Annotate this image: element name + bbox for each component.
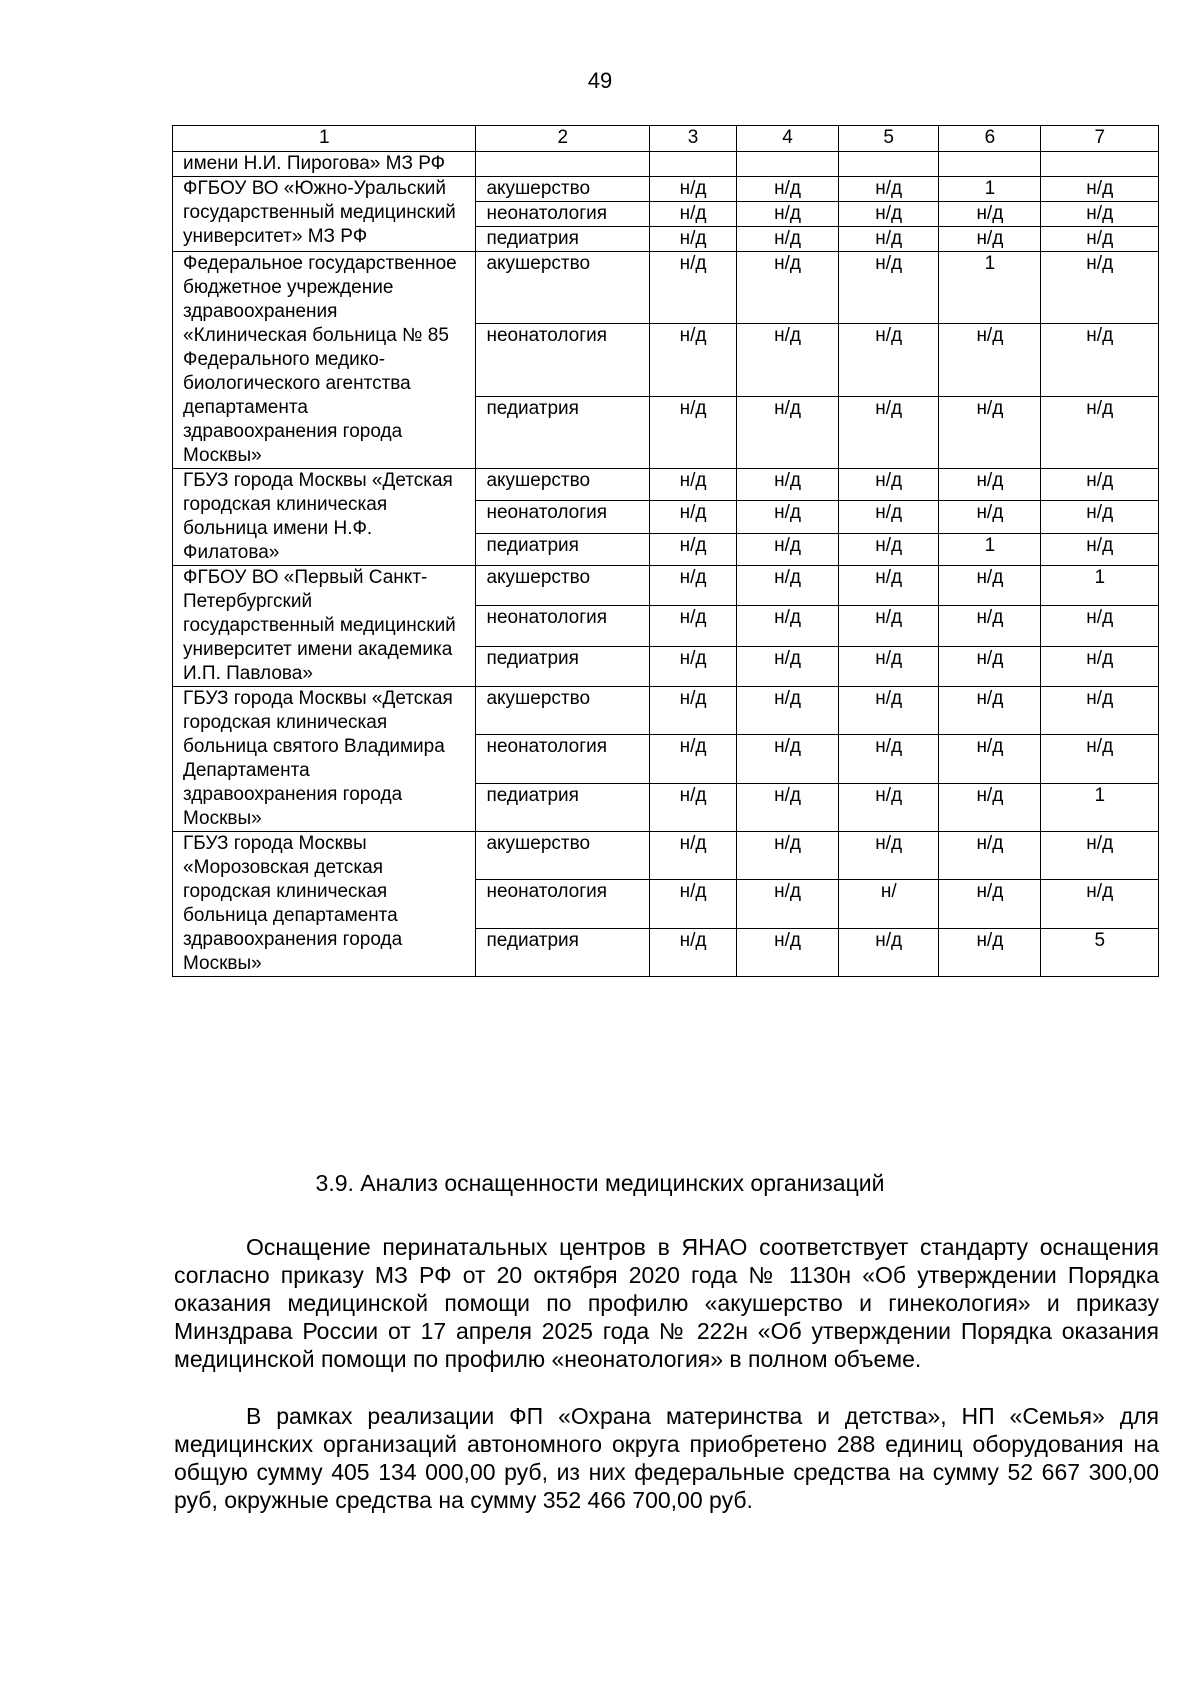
- table-row: [173, 469, 1159, 501]
- value-cell: 5: [1041, 928, 1159, 976]
- value-cell: н/д: [736, 252, 838, 324]
- value-cell: н/д: [736, 501, 838, 533]
- value-cell: н/д: [736, 202, 838, 227]
- specialty-cell: акушерство: [476, 832, 650, 880]
- value-cell: н/д: [1041, 832, 1159, 880]
- value-cell: н/д: [939, 469, 1041, 501]
- value-cell: н/д: [839, 606, 939, 646]
- value-cell: н/д: [839, 783, 939, 831]
- value-cell: н/д: [839, 501, 939, 533]
- value-cell: н/д: [839, 396, 939, 468]
- organization-cell: ГБУЗ города Москвы «Детская городская клиническая больница имени Н.Ф. Филатова»: [173, 469, 476, 566]
- value-cell: н/д: [650, 469, 737, 501]
- specialty-cell: акушерство: [476, 469, 650, 501]
- value-cell: н/д: [1041, 646, 1159, 686]
- specialty-cell: неонатология: [476, 501, 650, 533]
- value-cell: н/д: [939, 687, 1041, 735]
- value-cell: н/д: [650, 928, 737, 976]
- section-title: 3.9. Анализ оснащенности медицинских организаций: [315, 1170, 885, 1196]
- column-header: 7: [1041, 126, 1159, 152]
- value-cell: н/д: [736, 533, 838, 565]
- value-cell: н/д: [650, 880, 737, 928]
- organization-cell: Федеральное государственное бюджетное учреждение здравоохранения «Клиническая больница № 85 Федерального медико-биологического агентства департамента здравоохранения города Москвы»: [173, 252, 476, 469]
- value-cell: н/д: [650, 687, 737, 735]
- value-cell: н/д: [839, 646, 939, 686]
- value-cell: н/д: [1041, 324, 1159, 396]
- value-cell: н/д: [1041, 202, 1159, 227]
- organization-cell: ФГБОУ ВО «Южно-Уральский государственный медицинский университет» МЗ РФ: [173, 177, 476, 252]
- value-cell: [1041, 152, 1159, 177]
- value-cell: 1: [939, 533, 1041, 565]
- value-cell: н/д: [736, 928, 838, 976]
- value-cell: н/д: [650, 832, 737, 880]
- column-header: 6: [939, 126, 1041, 152]
- table-row: [173, 152, 1159, 177]
- value-cell: н/д: [736, 469, 838, 501]
- value-cell: [939, 152, 1041, 177]
- organization-cell: ГБУЗ города Москвы «Морозовская детская городская клиническая больница департамента здравоохранения города Москвы»: [173, 832, 476, 977]
- value-cell: н/д: [736, 606, 838, 646]
- value-cell: [839, 152, 939, 177]
- value-cell: [650, 152, 737, 177]
- value-cell: н/д: [650, 202, 737, 227]
- value-cell: н/д: [1041, 252, 1159, 324]
- value-cell: н/д: [839, 202, 939, 227]
- value-cell: н/д: [939, 735, 1041, 783]
- value-cell: 1: [939, 177, 1041, 202]
- value-cell: 1: [939, 252, 1041, 324]
- value-cell: н/д: [939, 646, 1041, 686]
- value-cell: н/д: [939, 227, 1041, 252]
- value-cell: н/д: [736, 783, 838, 831]
- value-cell: н/д: [939, 928, 1041, 976]
- organization-cell: ФГБОУ ВО «Первый Санкт-Петербургский государственный медицинский университет имени академика И.П. Павлова»: [173, 566, 476, 687]
- value-cell: н/д: [839, 687, 939, 735]
- specialty-cell: педиатрия: [476, 227, 650, 252]
- value-cell: н/д: [1041, 880, 1159, 928]
- value-cell: н/д: [650, 606, 737, 646]
- value-cell: н/д: [939, 783, 1041, 831]
- value-cell: н/д: [939, 880, 1041, 928]
- value-cell: н/д: [650, 566, 737, 606]
- specialty-cell: неонатология: [476, 202, 650, 227]
- value-cell: н/д: [1041, 501, 1159, 533]
- value-cell: н/д: [1041, 533, 1159, 565]
- value-cell: н/д: [939, 566, 1041, 606]
- table-row: [173, 832, 1159, 880]
- data-table: [172, 125, 1159, 977]
- value-cell: н/д: [650, 533, 737, 565]
- value-cell: н/д: [939, 606, 1041, 646]
- column-header: 3: [650, 126, 737, 152]
- value-cell: н/д: [736, 227, 838, 252]
- specialty-cell: акушерство: [476, 687, 650, 735]
- value-cell: н/д: [736, 396, 838, 468]
- specialty-cell: акушерство: [476, 177, 650, 202]
- value-cell: н/д: [939, 202, 1041, 227]
- value-cell: н/д: [650, 177, 737, 202]
- value-cell: н/д: [1041, 606, 1159, 646]
- value-cell: н/д: [650, 396, 737, 468]
- table-row: [173, 566, 1159, 606]
- value-cell: н/д: [839, 469, 939, 501]
- column-header: 2: [476, 126, 650, 152]
- value-cell: 1: [1041, 566, 1159, 606]
- value-cell: н/д: [839, 832, 939, 880]
- value-cell: н/д: [839, 324, 939, 396]
- specialty-cell: педиатрия: [476, 533, 650, 565]
- organization-cell: имени Н.И. Пирогова» МЗ РФ: [173, 152, 476, 177]
- value-cell: 1: [1041, 783, 1159, 831]
- paragraph-equipment-purchase: В рамках реализации ФП «Охрана материнства и детства», НП «Семья» для медицинских организаций автономного округа приобретено 288 единиц оборудования на общую сумму 405 134 000,00 руб, из них федеральные средства на сумму 52 667 300,00 руб, окружные средства на сумму 352 466 700,00 руб.: [174, 1403, 1159, 1513]
- column-header: 1: [173, 126, 476, 152]
- specialty-cell: акушерство: [476, 252, 650, 324]
- value-cell: н/д: [1041, 396, 1159, 468]
- value-cell: н/д: [839, 735, 939, 783]
- table-row: [173, 687, 1159, 735]
- organization-cell: ГБУЗ города Москвы «Детская городская клиническая больница святого Владимира Департамента здравоохранения города Москвы»: [173, 687, 476, 832]
- column-header: 4: [736, 126, 838, 152]
- value-cell: н/д: [650, 324, 737, 396]
- value-cell: н/д: [1041, 687, 1159, 735]
- value-cell: н/д: [839, 177, 939, 202]
- value-cell: н/д: [650, 783, 737, 831]
- value-cell: н/д: [939, 501, 1041, 533]
- value-cell: н/д: [736, 646, 838, 686]
- specialty-cell: педиатрия: [476, 396, 650, 468]
- value-cell: н/д: [839, 533, 939, 565]
- value-cell: н/д: [1041, 735, 1159, 783]
- specialty-cell: педиатрия: [476, 928, 650, 976]
- specialty-cell: [476, 152, 650, 177]
- value-cell: н/д: [839, 566, 939, 606]
- table-header-row: [173, 126, 1159, 152]
- value-cell: н/д: [839, 227, 939, 252]
- value-cell: н/д: [939, 324, 1041, 396]
- specialty-cell: неонатология: [476, 606, 650, 646]
- value-cell: н/д: [736, 177, 838, 202]
- value-cell: н/д: [736, 687, 838, 735]
- value-cell: н/д: [650, 227, 737, 252]
- value-cell: н/д: [1041, 177, 1159, 202]
- value-cell: н/д: [939, 832, 1041, 880]
- specialty-cell: педиатрия: [476, 646, 650, 686]
- table-row: [173, 177, 1159, 202]
- value-cell: [736, 152, 838, 177]
- value-cell: н/д: [939, 396, 1041, 468]
- page-number: 49: [587, 68, 613, 93]
- value-cell: н/д: [736, 566, 838, 606]
- value-cell: н/д: [650, 501, 737, 533]
- value-cell: н/д: [736, 735, 838, 783]
- value-cell: н/д: [1041, 227, 1159, 252]
- column-header: 5: [839, 126, 939, 152]
- value-cell: н/д: [736, 832, 838, 880]
- value-cell: н/д: [650, 646, 737, 686]
- value-cell: н/д: [650, 735, 737, 783]
- value-cell: н/д: [1041, 469, 1159, 501]
- value-cell: н/д: [736, 880, 838, 928]
- value-cell: н/д: [736, 324, 838, 396]
- table-row: [173, 252, 1159, 324]
- specialty-cell: неонатология: [476, 735, 650, 783]
- value-cell: н/д: [839, 252, 939, 324]
- specialty-cell: педиатрия: [476, 783, 650, 831]
- specialty-cell: акушерство: [476, 566, 650, 606]
- specialty-cell: неонатология: [476, 324, 650, 396]
- value-cell: н/д: [650, 252, 737, 324]
- value-cell: н/д: [839, 928, 939, 976]
- value-cell: н/: [839, 880, 939, 928]
- paragraph-equipment-standard: Оснащение перинатальных центров в ЯНАО соответствует стандарту оснащения согласно приказу МЗ РФ от 20 октября 2020 года № 1130н «Об утверждении Порядка оказания медицинской помощи по профилю «акушерство и гинекология» и приказу Минздрава России от 17 апреля 2025 года № 222н «Об утверждении Порядка оказания медицинской помощи по профилю «неонатология» в полном объеме.: [174, 1234, 1159, 1372]
- specialty-cell: неонатология: [476, 880, 650, 928]
